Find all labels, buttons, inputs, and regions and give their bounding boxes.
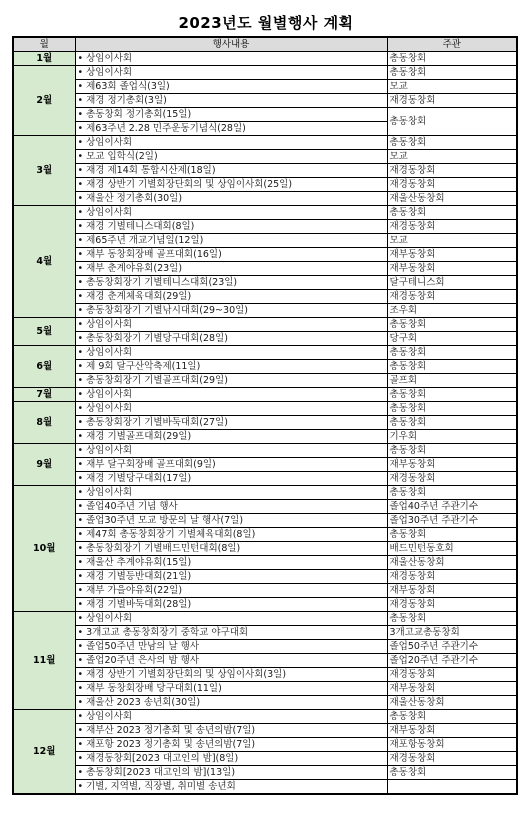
event-cell: • 졸업40주년 기념 행사 (75, 500, 387, 514)
event-cell: • 총동창회장기 기별배드민턴대회(8일) (75, 542, 387, 556)
table-row (13, 346, 517, 360)
event-cell: • 재부 동창회장배 당구대회(11일) (75, 682, 387, 696)
event-cell: • 모교 입학식(2일) (75, 150, 387, 164)
table-row (13, 52, 517, 66)
organizer-cell: 재경동창회 (387, 752, 517, 766)
organizer-cell: 골프회 (387, 374, 517, 388)
organizer-cell: 재경동창회 (387, 290, 517, 304)
event-cell: • 3개고교 총동창회장기 중학교 야구대회 (75, 626, 387, 640)
table-row (13, 192, 517, 206)
table-row (13, 234, 517, 248)
table-row (13, 66, 517, 80)
event-cell: • 상임이사회 (75, 486, 387, 500)
organizer-cell: 총동창회 (387, 52, 517, 66)
event-cell: • 졸업30주년 모교 방문의 날 행사(7일) (75, 514, 387, 528)
event-cell: • 재경 기별바둑대회(28일) (75, 598, 387, 612)
month-cell: 6월 (13, 346, 75, 388)
event-cell: • 재울산 추계야유회(15일) (75, 556, 387, 570)
month-cell: 1월 (13, 52, 75, 66)
organizer-cell: 총동창회 (387, 402, 517, 416)
table-row (13, 458, 517, 472)
table-row (13, 262, 517, 276)
event-cell: • 제63회 졸업식(3일) (75, 80, 387, 94)
header-events: 행사내용 (75, 37, 387, 52)
organizer-cell: 재경동창회 (387, 668, 517, 682)
table-row (13, 556, 517, 570)
organizer-cell: 재울산동창회 (387, 696, 517, 710)
table-row (13, 766, 517, 780)
table-row (13, 136, 517, 150)
organizer-cell: 재경동창회 (387, 472, 517, 486)
month-cell: 3월 (13, 136, 75, 206)
header-month: 월 (13, 37, 75, 52)
event-cell: • 재포항 2023 정기총회 및 송년의밤(7일) (75, 738, 387, 752)
organizer-cell: 모교 (387, 150, 517, 164)
table-row (13, 178, 517, 192)
organizer-cell: 재경동창회 (387, 570, 517, 584)
table-row (13, 598, 517, 612)
event-cell: • 재경 상반기 기별회장단회의 및 상임이사회(25일) (75, 178, 387, 192)
table-row (13, 612, 517, 626)
organizer-cell: 재부동창회 (387, 724, 517, 738)
organizer-cell: 총동창회 (387, 318, 517, 332)
month-cell: 4월 (13, 206, 75, 318)
organizer-cell: 졸업20주년 주관기수 (387, 654, 517, 668)
month-cell: 5월 (13, 318, 75, 346)
organizer-cell: 3개고교총동창회 (387, 626, 517, 640)
table-row (13, 584, 517, 598)
organizer-cell (387, 780, 517, 795)
event-cell: • 기별, 지역별, 직장별, 취미별 송년회 (75, 780, 387, 795)
event-cell: • 졸업50주년 만남의 날 행사 (75, 640, 387, 654)
table-row (13, 682, 517, 696)
table-row (13, 738, 517, 752)
table-row (13, 220, 517, 234)
event-cell: • 총동창회장기 기별골프대회(29일) (75, 374, 387, 388)
event-cell: • 상임이사회 (75, 66, 387, 80)
event-cell: • 재부 춘계야유회(23일) (75, 262, 387, 276)
event-cell: • 상임이사회 (75, 206, 387, 220)
organizer-cell: 총동창회 (387, 136, 517, 150)
table-row (13, 290, 517, 304)
organizer-cell: 총동창회 (387, 710, 517, 724)
table-row (13, 528, 517, 542)
table-row (13, 570, 517, 584)
document-title: 2023년도 월별행사 계획 (178, 14, 354, 32)
table-row (13, 80, 517, 94)
organizer-cell: 조우회 (387, 304, 517, 318)
event-cell: • 제65주년 개교기념일(12일) (75, 234, 387, 248)
table-row (13, 164, 517, 178)
organizer-cell: 총동창회 (387, 66, 517, 80)
organizer-cell: 총동창회 (387, 108, 517, 136)
event-cell: • 상임이사회 (75, 52, 387, 66)
table-row (13, 696, 517, 710)
event-cell: • 총동창회 정기총회(15일) (75, 108, 387, 122)
table-row (13, 542, 517, 556)
event-cell: • 상임이사회 (75, 402, 387, 416)
organizer-cell: 재경동창회 (387, 598, 517, 612)
header-row (13, 37, 517, 52)
organizer-cell: 재경동창회 (387, 178, 517, 192)
table-row (13, 752, 517, 766)
organizer-cell: 재부동창회 (387, 584, 517, 598)
month-cell: 7월 (13, 388, 75, 402)
table-row (13, 444, 517, 458)
table-row (13, 248, 517, 262)
event-cell: • 총동창회장기 기별테니스대회(23일) (75, 276, 387, 290)
event-cell: • 재경 정기총회(3일) (75, 94, 387, 108)
table-row (13, 430, 517, 444)
table-row (13, 304, 517, 318)
table-row (13, 206, 517, 220)
organizer-cell: 총동창회 (387, 528, 517, 542)
event-cell: • 재경 기별테니스대회(8일) (75, 220, 387, 234)
organizer-cell: 졸업30주년 주관기수 (387, 514, 517, 528)
table-row (13, 780, 517, 795)
event-cell: • 제63주년 2.28 민주운동기념식(28일) (75, 122, 387, 136)
organizer-cell: 재울산동창회 (387, 192, 517, 206)
organizer-cell: 재경동창회 (387, 94, 517, 108)
organizer-cell: 재경동창회 (387, 220, 517, 234)
organizer-cell: 재부동창회 (387, 262, 517, 276)
event-cell: • 재경동창회[2023 대고인의 밤](8일) (75, 752, 387, 766)
organizer-cell: 총동창회 (387, 612, 517, 626)
month-cell: 8월 (13, 402, 75, 444)
organizer-cell: 재경동창회 (387, 164, 517, 178)
schedule-table (12, 36, 518, 795)
month-cell: 9월 (13, 444, 75, 486)
table-row (13, 374, 517, 388)
table-row (13, 318, 517, 332)
month-cell: 12월 (13, 710, 75, 795)
table-row (13, 486, 517, 500)
event-cell: • 재부 달구회장배 골프대회(9일) (75, 458, 387, 472)
organizer-cell: 재부동창회 (387, 248, 517, 262)
event-cell: • 재경 상반기 기별회장단회의 및 상임이사회(3일) (75, 668, 387, 682)
event-cell: • 상임이사회 (75, 136, 387, 150)
event-cell: • 상임이사회 (75, 612, 387, 626)
event-cell: • 상임이사회 (75, 710, 387, 724)
organizer-cell: 당구회 (387, 332, 517, 346)
table-row (13, 514, 517, 528)
table-row (13, 108, 517, 122)
event-cell: • 총동창회장기 기별낚시대회(29~30일) (75, 304, 387, 318)
organizer-cell: 달구테니스회 (387, 276, 517, 290)
event-cell: • 제 9회 달구산악축제(11일) (75, 360, 387, 374)
organizer-cell: 총동창회 (387, 486, 517, 500)
table-row (13, 640, 517, 654)
organizer-cell: 총동창회 (387, 388, 517, 402)
organizer-cell: 재포항동창회 (387, 738, 517, 752)
organizer-cell: 총동창회 (387, 206, 517, 220)
table-row (13, 150, 517, 164)
table-row (13, 402, 517, 416)
event-cell: • 재울산 정기총회(30일) (75, 192, 387, 206)
event-cell: • 상임이사회 (75, 318, 387, 332)
organizer-cell: 재부동창회 (387, 682, 517, 696)
organizer-cell: 졸업40주년 주관기수 (387, 500, 517, 514)
header-organizer: 주관 (387, 37, 517, 52)
organizer-cell: 총동창회 (387, 444, 517, 458)
event-cell: • 총동창회장기 기별바둑대회(27일) (75, 416, 387, 430)
organizer-cell: 총동창회 (387, 416, 517, 430)
event-cell: • 재부산 2023 정기총회 및 송년의밤(7일) (75, 724, 387, 738)
table-row (13, 360, 517, 374)
event-cell: • 재울산 2023 송년회(30일) (75, 696, 387, 710)
event-cell: • 총동창회[2023 대고인의 밤](13일) (75, 766, 387, 780)
month-cell: 10월 (13, 486, 75, 612)
event-cell: • 총동창회장기 기별당구대회(28일) (75, 332, 387, 346)
event-cell: • 재부 가을야유회(22일) (75, 584, 387, 598)
event-cell: • 제47회 총동창회장기 기별체육대회(8일) (75, 528, 387, 542)
month-cell: 11월 (13, 612, 75, 710)
event-cell: • 재경 기별골프대회(29일) (75, 430, 387, 444)
organizer-cell: 모교 (387, 234, 517, 248)
event-cell: • 상임이사회 (75, 444, 387, 458)
table-row (13, 332, 517, 346)
table-row (13, 276, 517, 290)
event-cell: • 졸업20주년 은사의 밤 행사 (75, 654, 387, 668)
organizer-cell: 졸업50주년 주관기수 (387, 640, 517, 654)
organizer-cell: 재울산동창회 (387, 556, 517, 570)
organizer-cell: 기우회 (387, 430, 517, 444)
event-cell: • 재경 기별등반대회(21일) (75, 570, 387, 584)
organizer-cell: 총동창회 (387, 766, 517, 780)
table-row (13, 724, 517, 738)
table-row (13, 626, 517, 640)
table-row (13, 654, 517, 668)
event-cell: • 재부 동창회장배 골프대회(16일) (75, 248, 387, 262)
organizer-cell: 총동창회 (387, 360, 517, 374)
event-cell: • 재경 기별당구대회(17일) (75, 472, 387, 486)
table-row (13, 416, 517, 430)
table-row (13, 472, 517, 486)
event-cell: • 상임이사회 (75, 388, 387, 402)
table-row (13, 500, 517, 514)
month-cell: 2월 (13, 66, 75, 136)
schedule-body (13, 52, 517, 795)
table-row (13, 94, 517, 108)
event-cell: • 재경 제14회 통합시산제(18일) (75, 164, 387, 178)
table-row (13, 668, 517, 682)
event-cell: • 상임이사회 (75, 346, 387, 360)
organizer-cell: 총동창회 (387, 346, 517, 360)
table-row (13, 710, 517, 724)
event-cell: • 재경 춘계체육대회(29일) (75, 290, 387, 304)
table-row (13, 388, 517, 402)
organizer-cell: 재부동창회 (387, 458, 517, 472)
organizer-cell: 모교 (387, 80, 517, 94)
organizer-cell: 배드민턴동호회 (387, 542, 517, 556)
